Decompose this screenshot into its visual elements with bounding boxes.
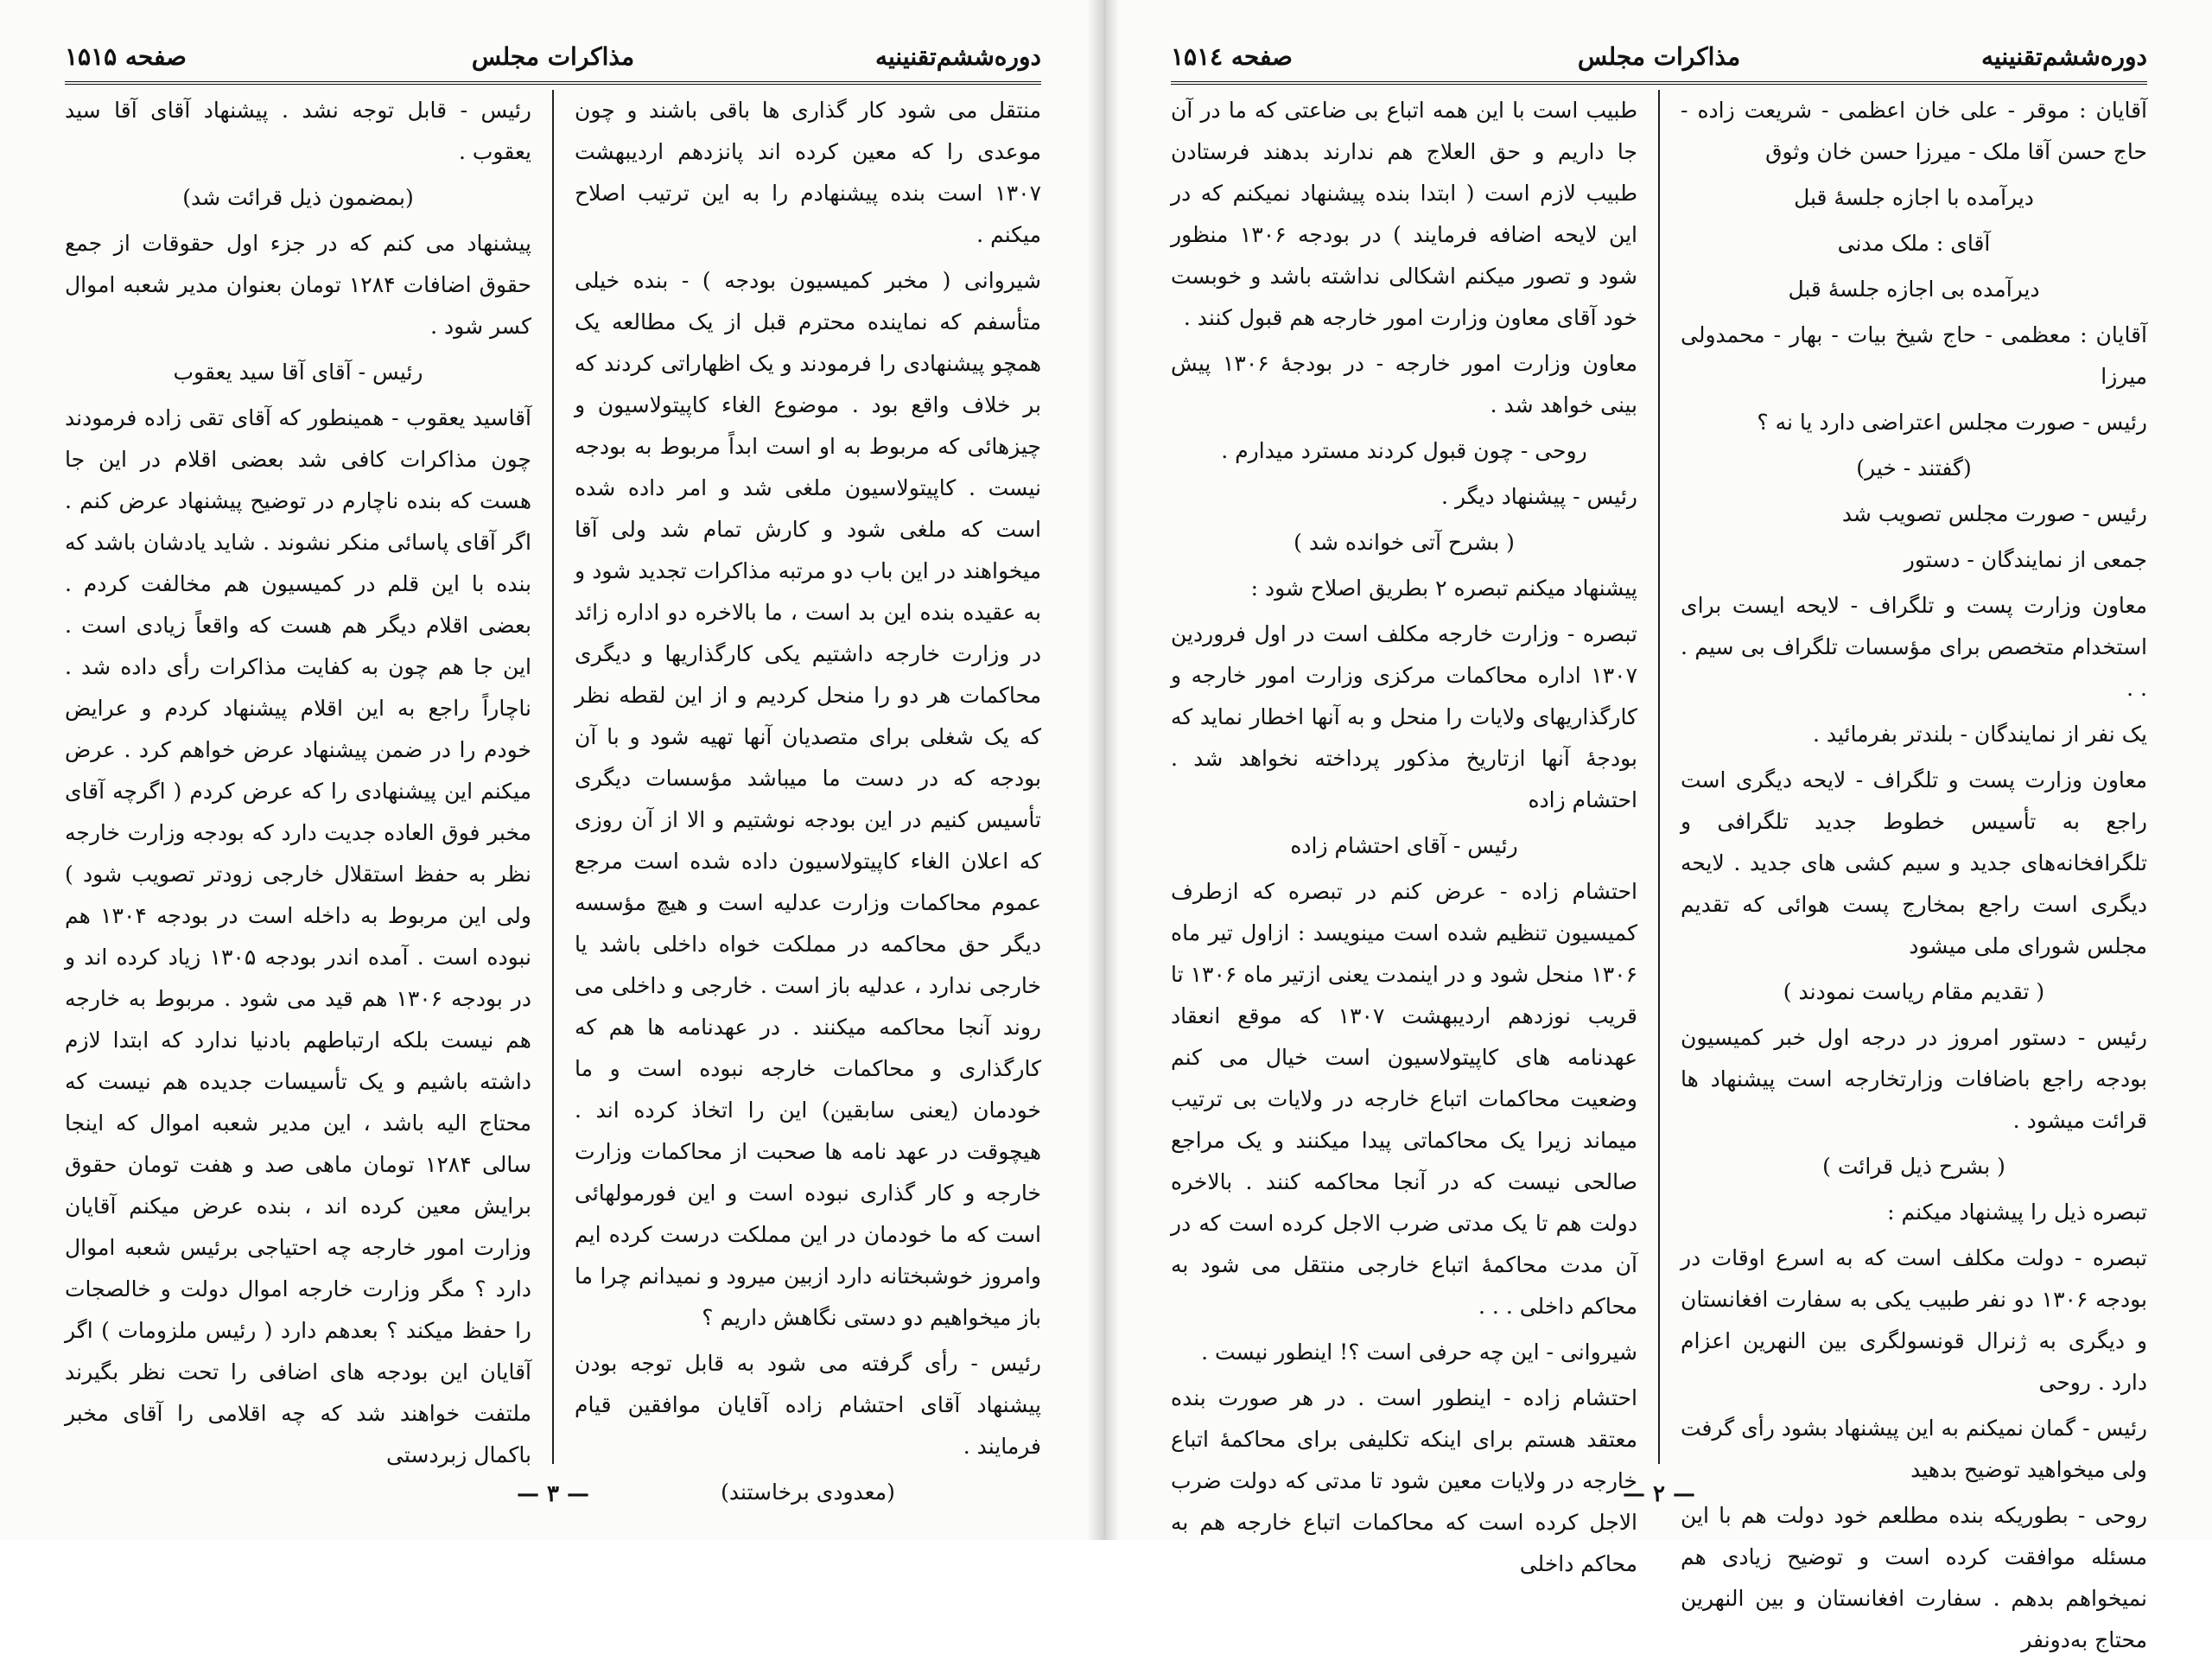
- paragraph: آقای : ملک مدنی: [1837, 231, 1991, 256]
- stage-direction: (معدودی برخاستند): [721, 1480, 895, 1505]
- left-page-number: صفحه ۱۵۱۵: [65, 42, 187, 71]
- left-page-left-column: [65, 90, 532, 1467]
- paragraph: رئیس - گمان نمیکنم به این پیشنهاد بشود رأی گرفت ولی میخواهید توضیح بدهید: [1681, 1416, 2147, 1482]
- right-page-footer: — ۲ —: [1622, 1481, 1696, 1507]
- paragraph: رئیس - قابل توجه نشد . پیشنهاد آقای آقا سید یعقوب .: [65, 98, 531, 164]
- paragraph: آقایان : معظمی - حاج شیخ بیات - بهار - محمدولی میرزا: [1681, 322, 2147, 389]
- paragraph: روحی - چون قبول کردند مسترد میدارم .: [1221, 438, 1587, 463]
- paragraph: رئیس - پیشنهاد دیگر .: [1441, 484, 1637, 509]
- paragraph: پیشنهاد می کنم که در جزء اول حقوقات از جمع حقوق اضافات ۱۲۸۴ تومان بعنوان مدیر شعبه اموال کسر شود .: [65, 231, 532, 339]
- paragraph: تبصره ذیل را پیشنهاد میکنم :: [1887, 1200, 2147, 1225]
- right-page-number: صفحه ۱۵۱٤: [1171, 42, 1293, 71]
- paragraph: تبصره - وزارت خارجه مکلف است در اول فروردین ۱۳۰۷ اداره محاکمات مرکزی وزارت امور خارجه و کارگذاریهای ولایات را منحل و به آنها اخطار نماید که بودجهٔ آنها ازتاریخ مذکور پرداخته نخواهد شد . احتشام زاده: [1171, 621, 1637, 812]
- paragraph: رئیس - صورت مجلس اعتراضی دارد یا نه ؟: [1757, 410, 2147, 435]
- paragraph: معاون وزارت پست و تلگراف - لایحه ایست برای استخدام متخصص برای مؤسسات تلگراف بی سیم . . .: [1681, 593, 2147, 701]
- left-page-session: دوره‌ششم‌تقنینیه: [874, 42, 1041, 71]
- right-page-header: [1171, 36, 2147, 85]
- paragraph: معاون وزارت امور خارجه - در بودجهٔ ۱۳۰۶ پیش بینی خواهد شد .: [1171, 351, 1637, 417]
- stage-direction: (بمضمون ذیل قرائت شد): [182, 185, 414, 210]
- stage-direction: ( بشرح ذیل قرائت ): [1822, 1154, 2005, 1179]
- paragraph: آقایان : موقر - علی خان اعظمی - شریعت زاده - حاج حسن آقا ملک - میرزا حسن خان وثوق: [1681, 98, 2147, 164]
- paragraph: شیروانی ( مخبر کمیسیون بودجه ) - بنده خیلی متأسفم که نماینده محترم قبل از یک مطالعه یک همچو پیشنهادی را فرمودند و یک اظهاراتی کردند که بر خلاف واقع بود . موضوع الغاء کاپیتولاسیون و چیزهائی که مربوط به او است ابداً مربوط به بودجه نیست . کاپیتولاسیون ملغی شد و امر داده شده است که ملغی شود و کارش تمام شد ولی آقا میخواهند در این باب دو مرتبه مذاکرات تجدید شود و به عقیده بنده این بد است ، ما بالاخره دو اداره زائد در وزارت خارجه داشتیم یکی کارگذاریها و دیگری محاکمات هر دو را منحل کردیم و از این لقطه نظر که یک شغلی برای متصدیان آنها تهیه شود و با آن بودجه که در دست ما میباشد مؤسسات دیگری تأسیس کنیم در این بودجه نوشتیم و الا از آن روزی که اعلان الغاء کاپیتولاسیون داده شده است مرجع عموم محاکمات وزارت عدلیه است و هیچ مؤسسه دیگر حق محاکمه در مملکت خواه داخلی باشد یا خارجی ندارد ، عدلیه باز است . خارجی و داخلی می روند آنجا محاکمه میکنند . در عهدنامه ها هم که کارگذاری و محاکمات خارجه نبوده است و ما خودمان (یعنی سابقین) این را اتخاذ کرده اند . هیچوقت در عهد نامه ها صحبت از محاکمات وزارت خارجه و کار گذاری نبوده است و این فورمولهائی است که ما خودمان در این مملکت درست کرده ایم وامروز خوشبختانه دارد ازبین میرود و نمیدانم چرا ما باز میخواهیم دو دستی نگاهش داریم ؟: [575, 268, 1041, 1330]
- stage-direction: دیرآمده بی اجازه جلسهٔ قبل: [1788, 277, 2040, 302]
- right-page-right-column: [1681, 90, 2148, 1652]
- right-page: [1106, 0, 2212, 1652]
- paragraph: رئیس - صورت مجلس تصویب شد: [1841, 501, 2147, 526]
- stage-direction: دیرآمده با اجازه جلسهٔ قبل: [1794, 185, 2034, 210]
- left-page: [0, 0, 1106, 1540]
- left-page-title: مذاکرات مجلس: [471, 42, 635, 71]
- column-divider: [552, 90, 554, 1464]
- left-page-header: [65, 36, 1041, 85]
- paragraph: منتقل می شود کار گذاری ها باقی باشند و چون موعدی را که معین کرده اند پانزدهم اردیبهشت ۱۳۰۷ است بنده پیشنهادم را به این ترتیب اصلاح میکنم .: [575, 98, 1041, 247]
- paragraph: جمعی از نمایندگان - دستور: [1904, 547, 2147, 572]
- paragraph: معاون وزارت پست و تلگراف - لایحه دیگری است راجع به تأسیس خطوط جدید تلگرافی و تلگرافخانه‌های جدید و سیم کشی های جدید . لایحه دیگری است راجع بمخارج پست هوائی که تقدیم مجلس شورای ملی میشود: [1681, 767, 2147, 958]
- speaker-call: رئیس - آقای آقا سید یعقوب: [173, 360, 423, 385]
- paragraph: روحی - بطوریکه بنده مطلعم خود دولت هم با این مسئله موافقت کرده است و توضیح زیادی هم نمیخواهم بدهم . سفارت افغانستان و بین النهرین محتاج به‌دونفر: [1681, 1503, 2147, 1652]
- paragraph: پیشنهاد میکنم تبصره ۲ بطریق اصلاح شود :: [1250, 576, 1637, 601]
- paragraph: شیروانی - این چه حرفی است ؟! اینطور نیست .: [1201, 1340, 1637, 1365]
- paragraph: آقاسید یعقوب - همینطور که آقای تقی زاده فرمودند چون مذاکرات کافی شد بعضی اقلام در این جا هست که بنده ناچارم در توضیح پیشنهاد عرض کنم . اگر آقای پاسائی منکر نشوند . شاید یادشان باشد که بنده با این قلم در کمیسیون هم مخالفت کردم . بعضی اقلام دیگر هم هست که واقعاً زیادی است . این جا هم چون به کفایت مذاکرات رأی داده شد . ناچاراً راجع به این اقلام پیشنهاد کردم و عرایض خودم را در ضمن پیشنهاد عرض خواهم کرد . عرض میکنم این پیشنهادی را که عرض کردم ( اگرچه آقای مخبر فوق العاده جدیت دارد که بودجه وزارت خارجه نظر به حفظ استقلال خارجی زودتر تصویب شود ) ولی این مربوط به داخله است در بودجه ۱۳۰۴ هم نبوده است . آمده اندر بودجه ۱۳۰۵ زیاد کرده اند و در بودجه ۱۳۰۶ هم قید می شود . مربوط به خارجه هم نیست بلکه ارتباطهم بادنیا ندارد که ابتدا لازم داشته باشیم و یک تأسیسات جدیده هم نیست که محتاج الیه باشد ، این مدیر شعبه اموال که اینجا سالی ۱۲۸۴ تومان ماهی صد و هفت تومان حقوق برایش معین کرده اند ، بنده عرض میکنم آقایان وزارت امور خارجه چه احتیاجی برئیس شعبه اموال دارد ؟ مگر وزارت خارجه اموال دولت و خالصجات را حفظ میکند ؟ بعدهم دارد ( رئیس ملزومات ) اگر آقایان این بودجه های اضافی را تحت نظر بگیرند ملتفت خواهند شد که چه اقلامی را آقای مخبر باکمال زبردستی: [65, 405, 531, 1467]
- stage-direction: ( بشرح آتی خوانده شد ): [1294, 530, 1515, 555]
- column-divider: [1658, 90, 1660, 1464]
- paragraph: احتشام زاده - اینطور است . در هر صورت بنده معتقد هستم برای اینکه تکلیفی برای محاکمهٔ اتباع خارجه در ولایات معین شود تا مدتی که دولت ضرب الاجل کرده است که محاکمات اتباع خارجه هم به محاکم داخلی: [1171, 1385, 1637, 1576]
- right-page-session: دوره‌ششم‌تقنینیه: [1980, 42, 2147, 71]
- speaker-call: رئیس - آقای احتشام زاده: [1290, 833, 1518, 858]
- paragraph: رئیس - رأی گرفته می شود به قابل توجه بودن پیشنهاد آقای احتشام زاده آقایان موافقین قیام فرمایند .: [575, 1351, 1041, 1459]
- paragraph: رئیس - دستور امروز در درجه اول خبر کمیسیون بودجه راجع باضافات وزارتخارجه است پیشنهاد ها قرائت میشود .: [1681, 1025, 2147, 1133]
- left-page-right-column: [575, 90, 1041, 1505]
- paragraph: طبیب است با این همه اتباع بی ضاعتی که ما در آن جا داریم و حق العلاج هم ندارند بدهند فرستادن طبیب لازم است ( ابتدا بنده پیشنهاد نمیکنم که در این لایحه اضافه فرمایند ) در بودجه ۱۳۰۶ منظور شود و تصور میکنم اشکالی نداشته باشد و خوبست خود آقای معاون وزارت امور خارجه هم قبول کنند .: [1171, 98, 1637, 330]
- paragraph: تبصره - دولت مکلف است که به اسرع اوقات در بودجه ۱۳۰۶ دو نفر طبیب یکی به سفارت افغانستان و دیگری به ژنرال قونسولگری بین النهرین اعزام دارد . روحی: [1681, 1245, 2148, 1395]
- right-page-title: مذاکرات مجلس: [1577, 42, 1741, 71]
- right-page-left-column: [1171, 90, 1637, 1576]
- left-page-footer: — ۳ —: [516, 1481, 590, 1507]
- stage-direction: (گفتند - خیر): [1856, 455, 1972, 480]
- paragraph: احتشام زاده - عرض کنم در تبصره که ازطرف کمیسیون تنظیم شده است مینویسد : ازاول تیر ماه ۱۳۰۶ منحل شود و در اینمدت یعنی ازتیر ماه ۱۳۰۶ تا قریب نوزدهم اردیبهشت ۱۳۰۷ که موقع انعقاد عهدنامه های کاپیتولاسیون است خیال می کنم وضعیت محاکمات اتباع خارجه در ولایات بی ترتیب میماند زیرا یک محاکماتی پیدا میکنند و یک مراجع صالحی نیست که در آنجا محاکمه کنند . بالاخره دولت هم تا یک مدتی ضرب الاجل کرده است که در آن مدت محاکمهٔ اتباع خارجی منتقل می شود به محاکم داخلی . . .: [1171, 879, 1637, 1319]
- stage-direction: ( تقدیم مقام ریاست نمودند ): [1783, 979, 2045, 1004]
- paragraph: یک نفر از نمایندگان - بلندتر بفرمائید .: [1813, 722, 2147, 747]
